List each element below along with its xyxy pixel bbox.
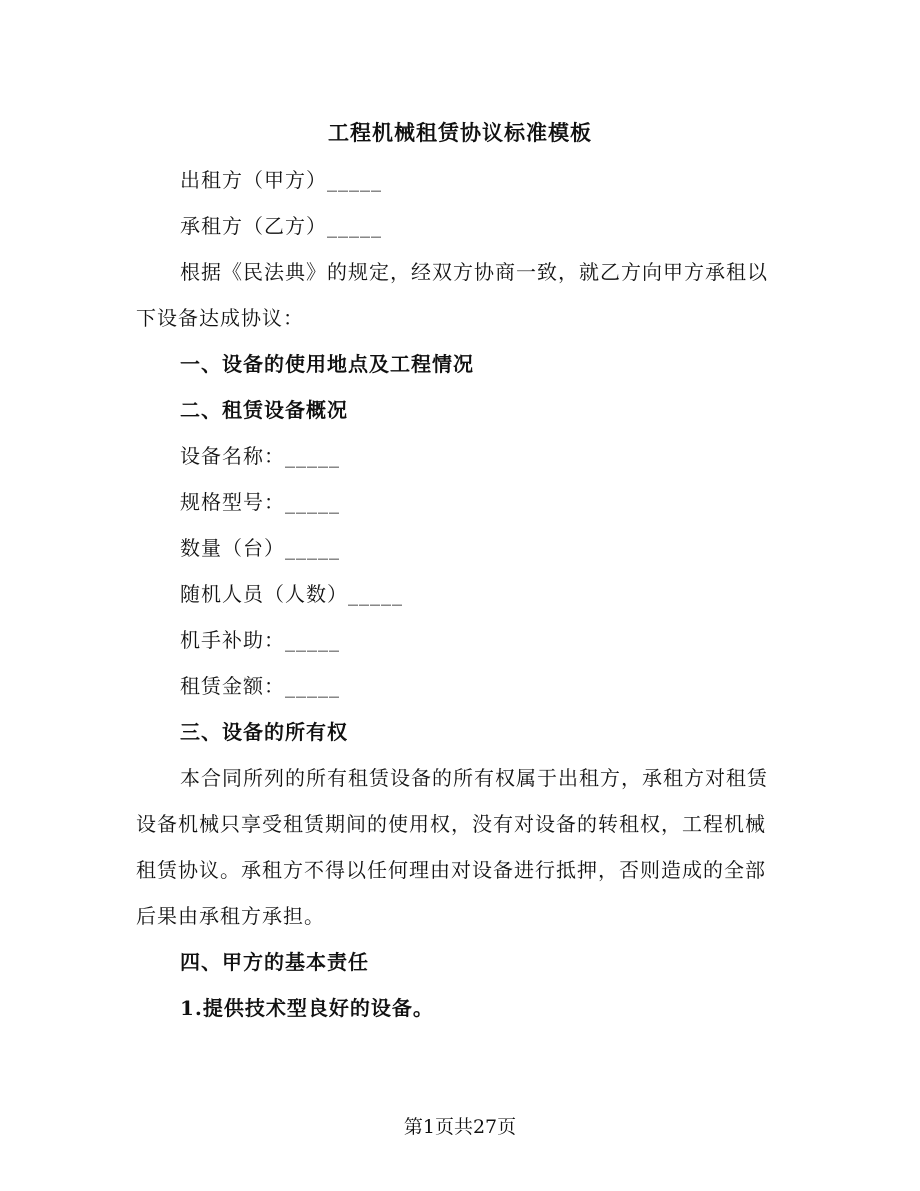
document-title: 工程机械租赁协议标准模板 — [328, 120, 592, 145]
field-equipment-name: 设备名称：_____ — [180, 444, 340, 468]
section-3-heading: 三、设备的所有权 — [180, 720, 348, 744]
field-operator-subsidy: 机手补助：_____ — [180, 628, 340, 652]
page-number-footer: 第1页共27页 — [403, 1116, 517, 1138]
section-4-item-1: 1.提供技术型良好的设备。 — [180, 996, 434, 1020]
section-3-para-line-4: 后果由承租方承担。 — [136, 904, 325, 928]
lessor-line: 出租方（甲方）_____ — [180, 168, 382, 192]
section-3-para-line-3: 租赁协议。承租方不得以任何理由对设备进行抵押，否则造成的全部 — [136, 858, 766, 882]
field-quantity: 数量（台）_____ — [180, 536, 340, 560]
section-3-para-line-2: 设备机械只享受租赁期间的使用权，没有对设备的转租权，工程机械 — [136, 812, 766, 836]
field-rental-amount: 租赁金额：_____ — [180, 674, 340, 698]
intro-line-1: 根据《民法典》的规定，经双方协商一致，就乙方向甲方承租以 — [180, 260, 768, 284]
field-staff-count: 随机人员（人数）_____ — [180, 582, 403, 606]
section-2-heading: 二、租赁设备概况 — [180, 398, 348, 422]
field-model-spec: 规格型号：_____ — [180, 490, 340, 514]
intro-line-2: 下设备达成协议： — [136, 306, 304, 330]
section-1-heading: 一、设备的使用地点及工程情况 — [180, 352, 474, 376]
lessee-line: 承租方（乙方）_____ — [180, 214, 382, 238]
section-3-para-line-1: 本合同所列的所有租赁设备的所有权属于出租方，承租方对租赁 — [180, 766, 768, 790]
section-4-heading: 四、甲方的基本责任 — [180, 950, 369, 974]
